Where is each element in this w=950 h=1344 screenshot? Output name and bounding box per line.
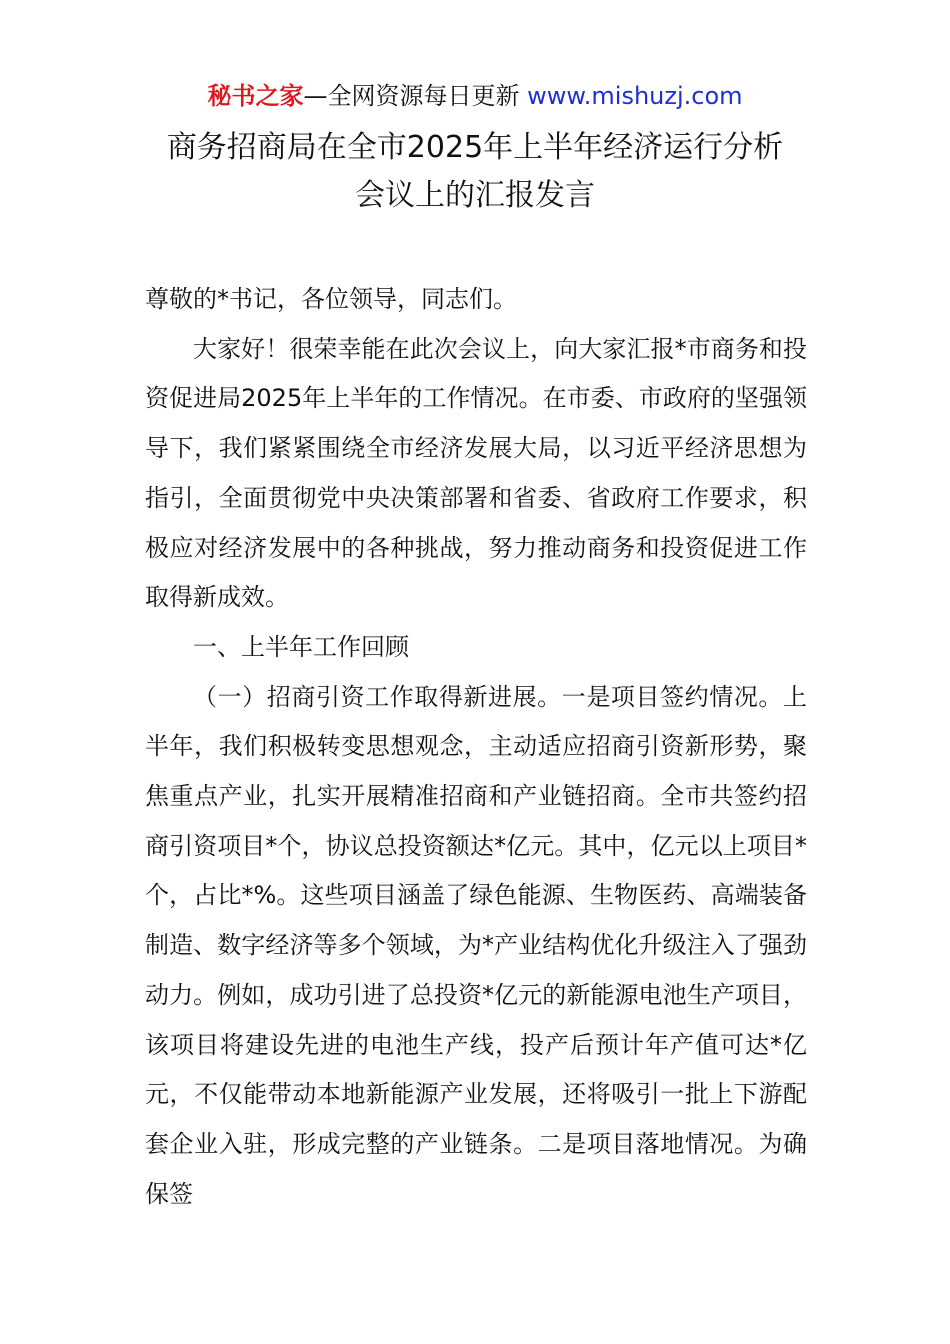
document-title-line-1: 商务招商局在全市2025年上半年经济运行分析 — [166, 130, 784, 165]
brand-tagline: —全网资源每日更新 — [303, 82, 520, 110]
document-title-line-2: 会议上的汇报发言 — [355, 178, 595, 213]
paragraph-intro: 大家好！很荣幸能在此次会议上，向大家汇报*市商务和投资促进局2025年上半年的工作情况。在市委、市政府的坚强领导下，我们紧紧围绕全市经济发展大局，以习近平经济思想为指引，全面贯彻党中央决策部署和省委、省政府工作要求，积极应对经济发展中的各种挑战，努力推动商务和投资促进工作取得新成效。 — [145, 334, 807, 612]
paragraph-investment: （一）招商引资工作取得新进展。一是项目签约情况。上半年，我们积极转变思想观念，主动适应招商引资新形势，聚焦重点产业，扎实开展精准招商和产业链招商。全市共签约招商引资项目*个，协议总投资额达*亿元。其中，亿元以上项目*个，占比*%。这些项目涵盖了绿色能源、生物医药、高端装备制造、数字经济等多个领域，为*产业结构优化升级注入了强劲动力。例如，成功引进了总投资*亿元的新能源电池生产项目，该项目将建设先进的电池生产线，投产后预计年产值可达*亿元，不仅能带动本地新能源产业发展，还将吸引一批上下游配套企业入驻，形成完整的产业链条。二是项目落地情况。为确保签 — [145, 682, 807, 1208]
page-header — [0, 80, 950, 112]
salutation: 尊敬的*书记，各位领导，同志们。 — [145, 285, 517, 313]
document-body — [145, 275, 807, 1219]
section-heading: 一、上半年工作回顾 — [193, 632, 409, 661]
site-link[interactable]: www.mishuzj.com — [527, 82, 743, 110]
brand-name: 秘书之家 — [207, 82, 304, 110]
